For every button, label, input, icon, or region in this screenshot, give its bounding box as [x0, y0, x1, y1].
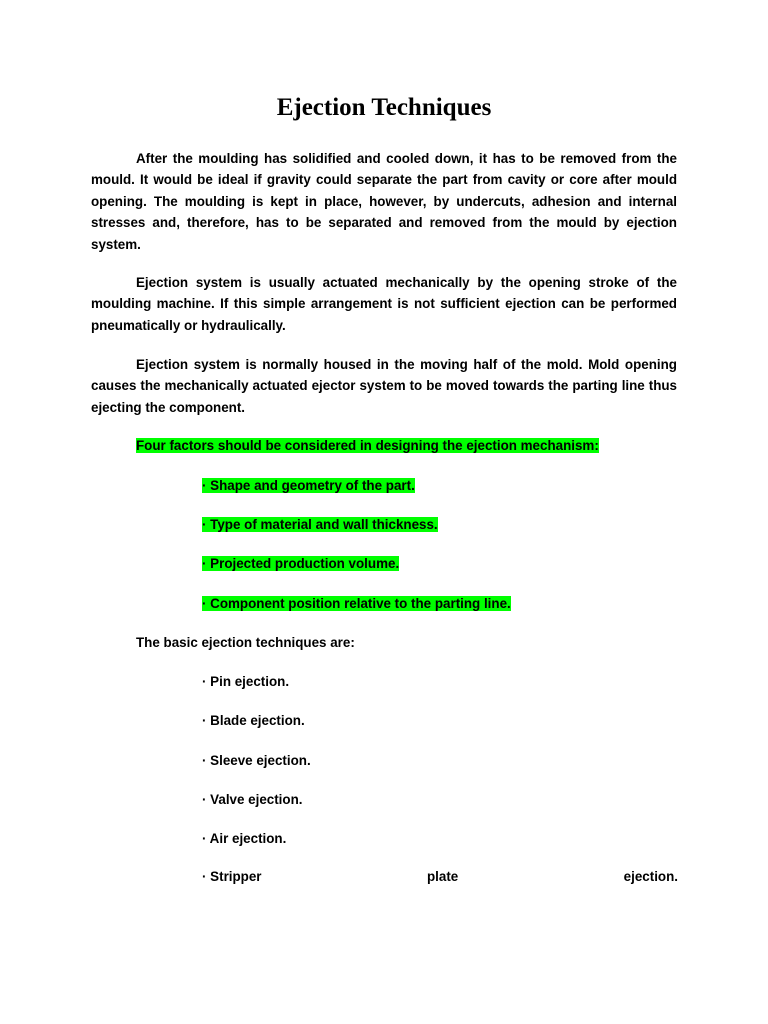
plate-word: plate: [426, 869, 459, 884]
factor-item-text: · Shape and geometry of the part.: [202, 478, 415, 493]
factor-item: [202, 555, 399, 573]
factor-item-text: · Projected production volume.: [202, 556, 400, 571]
factor-item: [202, 477, 415, 495]
ejection-word: ejection.: [623, 869, 678, 884]
paragraph-housing: Ejection system is normally housed in the moving half of the mold. Mold opening causes the mechanically actuated ejector system to be moved towards the parting line thus ejecting the component.: [91, 357, 677, 415]
technique-item-stripper: [202, 868, 678, 886]
technique-item: · Air ejection.: [202, 831, 287, 846]
technique-item: · Valve ejection.: [202, 792, 303, 807]
factors-intro-text: Four factors should be considered in designing the ejection mechanism:: [136, 438, 599, 453]
paragraph-intro: After the moulding has solidified and cooled down, it has to be removed from the mould. It would be ideal if gravity could separate the part from cavity or core after mould opening. The moulding is kept in place, however, by undercuts, adhesion and internal stresses and, therefore, has to be separated and removed from the mould by ejection system.: [91, 151, 677, 252]
stripper-word: · Stripper: [202, 869, 262, 884]
factor-item-text: · Component position relative to the parting line.: [202, 596, 511, 611]
technique-item: · Sleeve ejection.: [202, 753, 311, 768]
technique-item: · Blade ejection.: [202, 713, 305, 728]
techniques-intro: The basic ejection techniques are:: [136, 635, 355, 650]
factor-item-text: · Type of material and wall thickness.: [202, 517, 438, 532]
factor-item: [202, 595, 511, 613]
factors-intro: [136, 437, 599, 455]
document-title: Ejection Techniques: [276, 94, 492, 121]
factor-item: [202, 516, 438, 534]
technique-item: · Pin ejection.: [202, 674, 290, 689]
paragraph-actuation: Ejection system is usually actuated mechanically by the opening stroke of the moulding machine. If this simple arrangement is not sufficient ejection can be performed pneumatically or hydraulically.: [91, 275, 677, 333]
